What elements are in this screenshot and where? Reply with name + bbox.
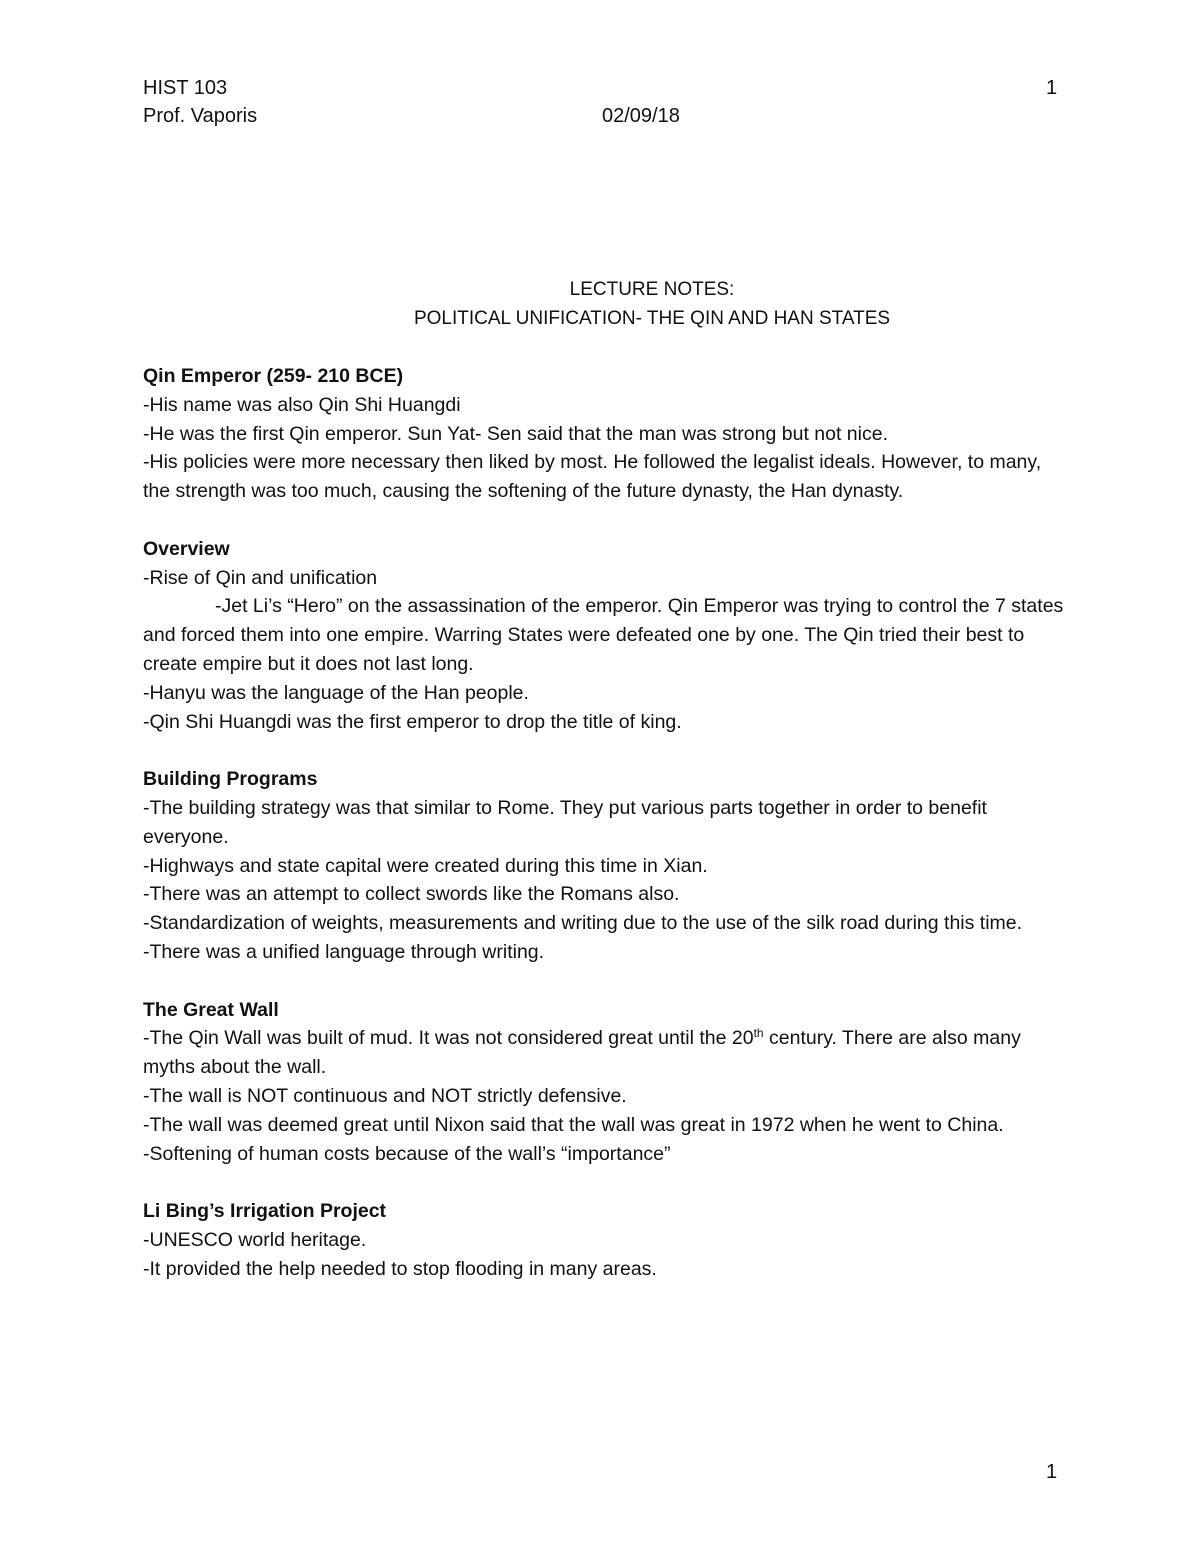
note-line: -The building strategy was that similar to Rome. They put various parts together in order to benefit everyone.	[143, 796, 987, 848]
note-line: -He was the first Qin emperor. Sun Yat- Sen said that the man was strong but not nice.	[143, 422, 888, 445]
note-line: -Rise of Qin and unification	[143, 566, 378, 589]
section-overview	[143, 535, 1065, 737]
professor-name: Prof. Vaporis	[143, 105, 258, 127]
section-building-programs	[143, 765, 1065, 967]
ordinal-suffix: th	[753, 1026, 764, 1041]
note-line: -It provided the help needed to stop flooding in many areas.	[143, 1257, 657, 1280]
document-title-block	[143, 276, 1161, 334]
note-line: -Qin Shi Huangdi was the first emperor to drop the title of king.	[143, 710, 682, 733]
note-line: -The wall is NOT continuous and NOT strictly defensive.	[143, 1084, 627, 1107]
section-qin-emperor	[143, 362, 1065, 506]
section-heading: Building Programs	[143, 768, 318, 791]
note-line: -His name was also Qin Shi Huangdi	[143, 393, 461, 416]
note-line: -UNESCO world heritage.	[143, 1228, 367, 1251]
note-line: -There was an attempt to collect swords like the Romans also.	[143, 883, 680, 906]
footer-page-number: 1	[1046, 1461, 1058, 1483]
note-line: -There was a unified language through writing.	[143, 940, 545, 963]
note-line: -His policies were more necessary then liked by most. He followed the legalist ideals. However, to many, the strength was too much, causing the softening of the future dynasty, the Han dynasty.	[143, 451, 1042, 503]
section-heading: The Great Wall	[143, 998, 279, 1021]
section-li-bing	[143, 1197, 1065, 1283]
note-line: -Highways and state capital were created during this time in Xian.	[143, 854, 708, 877]
note-line: -Hanyu was the language of the Han people.	[143, 681, 529, 704]
note-text: century. There are also many myths about the wall.	[143, 1027, 1021, 1079]
note-line: -Softening of human costs because of the wall’s “importance”	[143, 1142, 671, 1165]
note-line: -The wall was deemed great until Nixon said that the wall was great in 1972 when he went to China.	[143, 1113, 1004, 1136]
note-line-indented: -Jet Li’s “Hero” on the assassination of the emperor. Qin Emperor was trying to control the 7 states and forced them into one empire. Warring States were defeated one by one. The Qin tried their best to create empire but it does not last long.	[143, 595, 1064, 675]
document-subtitle: POLITICAL UNIFICATION- THE QIN AND HAN STATES	[413, 307, 891, 329]
notes-body	[143, 362, 1065, 1284]
section-heading: Overview	[143, 537, 230, 560]
header-page-number: 1	[1046, 77, 1058, 99]
lecture-date: 02/09/18	[602, 105, 680, 127]
course-code: HIST 103	[143, 77, 228, 99]
section-heading: Li Bing’s Irrigation Project	[143, 1200, 387, 1223]
note-line: -Standardization of weights, measurements and writing due to the use of the silk road during this time.	[143, 912, 1023, 935]
note-text: -The Qin Wall was built of mud. It was not considered great until the 20	[143, 1027, 754, 1050]
section-heading: Qin Emperor (259- 210 BCE)	[143, 365, 404, 387]
note-line	[143, 1024, 1065, 1082]
document-title: LECTURE NOTES:	[569, 279, 735, 300]
section-great-wall	[143, 996, 1065, 1169]
